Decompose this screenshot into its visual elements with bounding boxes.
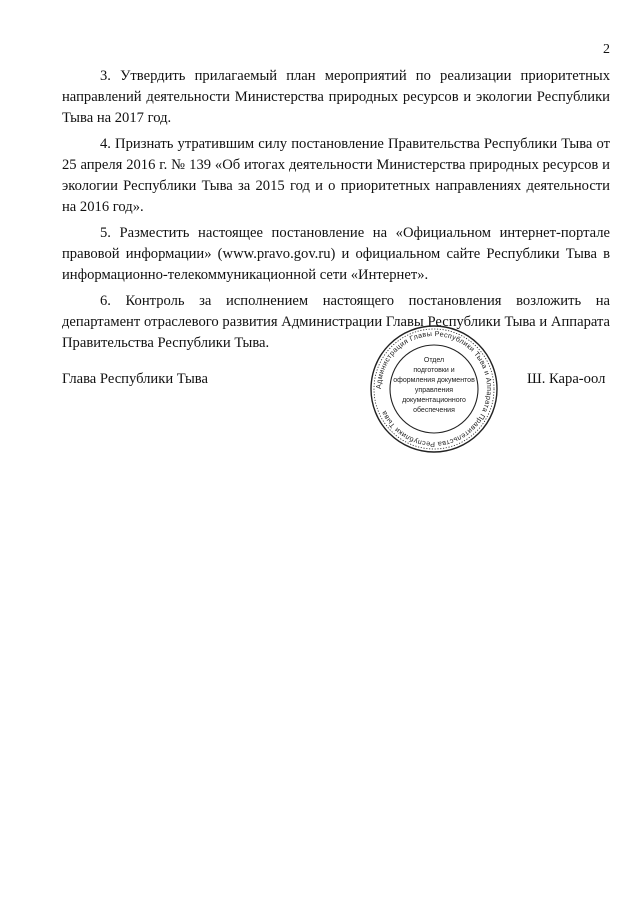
paragraph-6: 6. Контроль за исполнением настоящего постановления возложить на департамент отраслевого развития Администрации Главы Республики Тыва и Аппарата Правительства Республики Тыва. <box>62 293 610 351</box>
stamp-center-line: подготовки и <box>413 367 455 374</box>
stamp-center-line: документационного <box>402 397 466 404</box>
signatory-position: Глава Республики Тыва <box>62 371 208 387</box>
stamp-center-line: оформления документов <box>393 377 475 384</box>
paragraph-3: 3. Утвердить прилагаемый план мероприятий по реализации приоритетных направлений деятельности Министерства природных ресурсов и экологии Республики Тыва на 2017 год. <box>62 68 610 126</box>
stamp-center-line: Отдел <box>423 357 445 364</box>
document-body <box>62 66 610 359</box>
signatory-name: Ш. Кара-оол <box>527 371 606 387</box>
official-stamp <box>368 324 500 454</box>
paragraph-4: 4. Признать утратившим силу постановление Правительства Республики Тыва от 25 апреля 2016 г. № 139 «Об итогах деятельности Министерства природных ресурсов и экологии Республики Тыва за 2015 год и о приоритетных направлениях деятельности на 2016 год». <box>62 136 610 215</box>
stamp-ring-text: Администрация Главы Республики Тыва и Аппарата Правительства Республики Тыва <box>373 328 495 450</box>
page-number: 2 <box>603 42 610 57</box>
paragraph-5: 5. Разместить настоящее постановление на «Официальном интернет-портале правовой информации» (www.pravo.gov.ru) и официальном сайте Республики Тыва в информационно-телекоммуникационной сети «Интернет». <box>62 225 610 283</box>
stamp-center-line: обеспечения <box>413 407 455 414</box>
stamp-center-line: управления <box>414 387 454 394</box>
